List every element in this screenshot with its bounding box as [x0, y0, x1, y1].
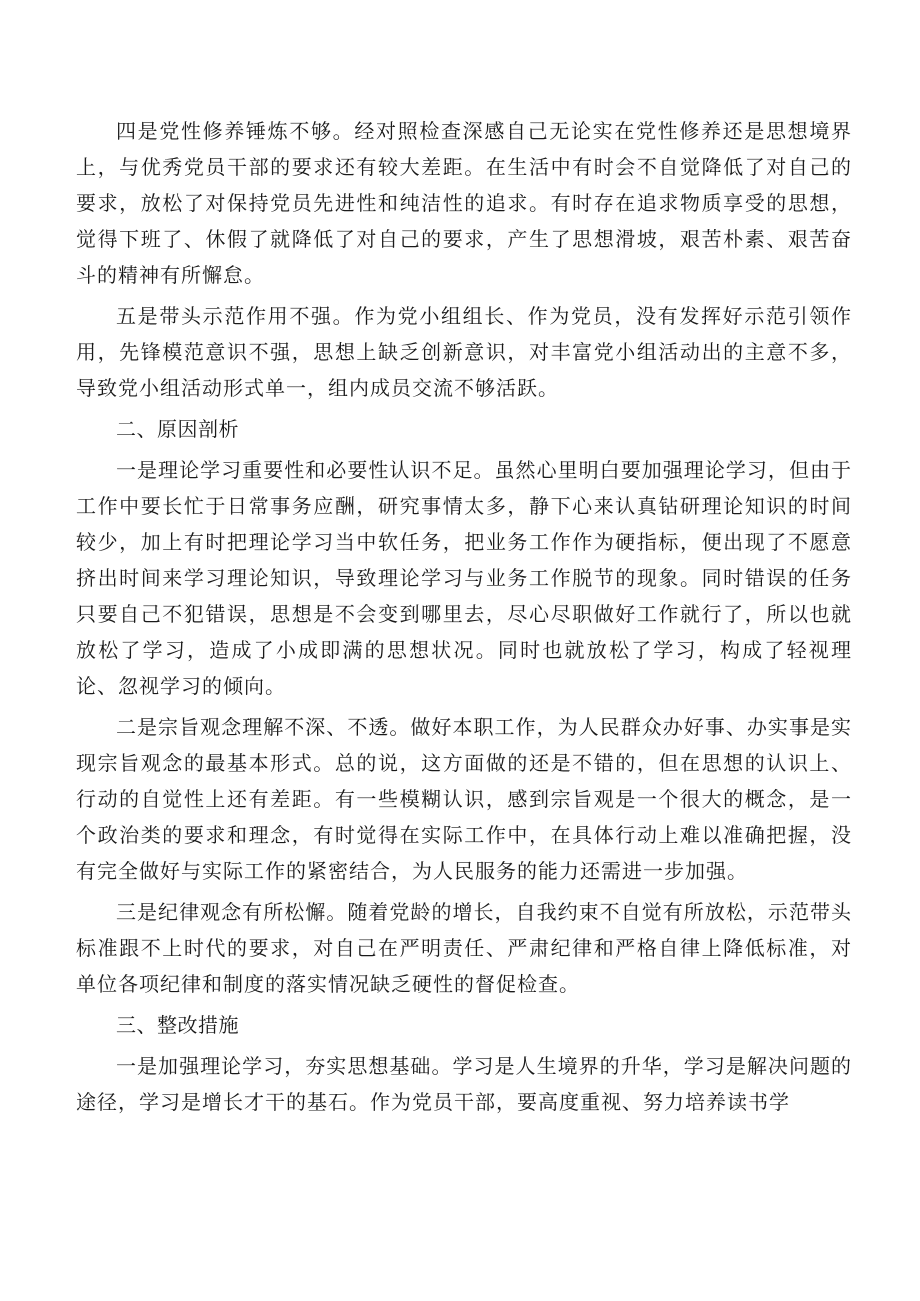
paragraph-theory-study: 一是理论学习重要性和必要性认识不足。虽然心里明白要加强理论学习，但由于工作中要长忙于日常事务应酬，研究事情太多，静下心来认真钻研理论知识的时间较少，加上有时把理论学习当中软任务，把业务工作作为硬指标，便出现了不愿意挤出时间来学习理论知识，导致理论学习与业务工作脱节的现象。同时错误的任务只要自己不犯错误，思想是不会变到哪里去，尽心尽职做好工作就行了，所以也就放松了学习，造成了小成即满的思想状况。同时也就放松了学习，构成了轻视理论、忽视学习的倾向。 [76, 458, 852, 698]
section-heading-rectification: 三、整改措施 [116, 1013, 239, 1037]
paragraph-strengthen-study: 一是加强理论学习，夯实思想基础。学习是人生境界的升华，学习是解决问题的途径，学习是增长才干的基石。作为党员干部，要高度重视、努力培养读书学 [76, 1054, 852, 1114]
paragraph-discipline: 三是纪律观念有所松懈。随着党龄的增长，自我约束不自觉有所放松，示范带头标准跟不上时代的要求，对自己在严明责任、严肃纪律和严格自律上降低标准，对单位各项纪律和制度的落实情况缺乏硬性的督促检查。 [76, 900, 852, 996]
paragraph-party-spirit: 四是党性修养锤炼不够。经对照检查深感自己无论实在党性修养还是思想境界上，与优秀党员干部的要求还有较大差距。在生活中有时会不自觉降低了对自己的要求，放松了对保持党员先进性和纯洁性的追求。有时存在追求物质享受的思想，觉得下班了、休假了就降低了对自己的要求，产生了思想滑坡，艰苦朴素、艰苦奋斗的精神有所懈怠。 [76, 119, 852, 287]
paragraph-leading-role: 五是带头示范作用不强。作为党小组组长、作为党员，没有发挥好示范引领作用，先锋模范意识不强，思想上缺乏创新意识，对丰富党小组活动出的主意不多，导致党小组活动形式单一，组内成员交流不够活跃。 [76, 304, 852, 400]
section-heading-cause-analysis: 二、原因剖析 [116, 417, 239, 441]
document-page [76, 113, 852, 1125]
paragraph-purpose-concept: 二是宗旨观念理解不深、不透。做好本职工作，为人民群众办好事、办实事是实现宗旨观念的最基本形式。总的说，这方面做的还是不错的，但在思想的认识上、行动的自觉性上还有差距。有一些模糊认识，感到宗旨观是一个很大的概念，是一个政治类的要求和理念，有时觉得在实际工作中，在具体行动上难以准确把握，没有完全做好与实际工作的紧密结合，为人民服务的能力还需进一步加强。 [76, 715, 852, 883]
